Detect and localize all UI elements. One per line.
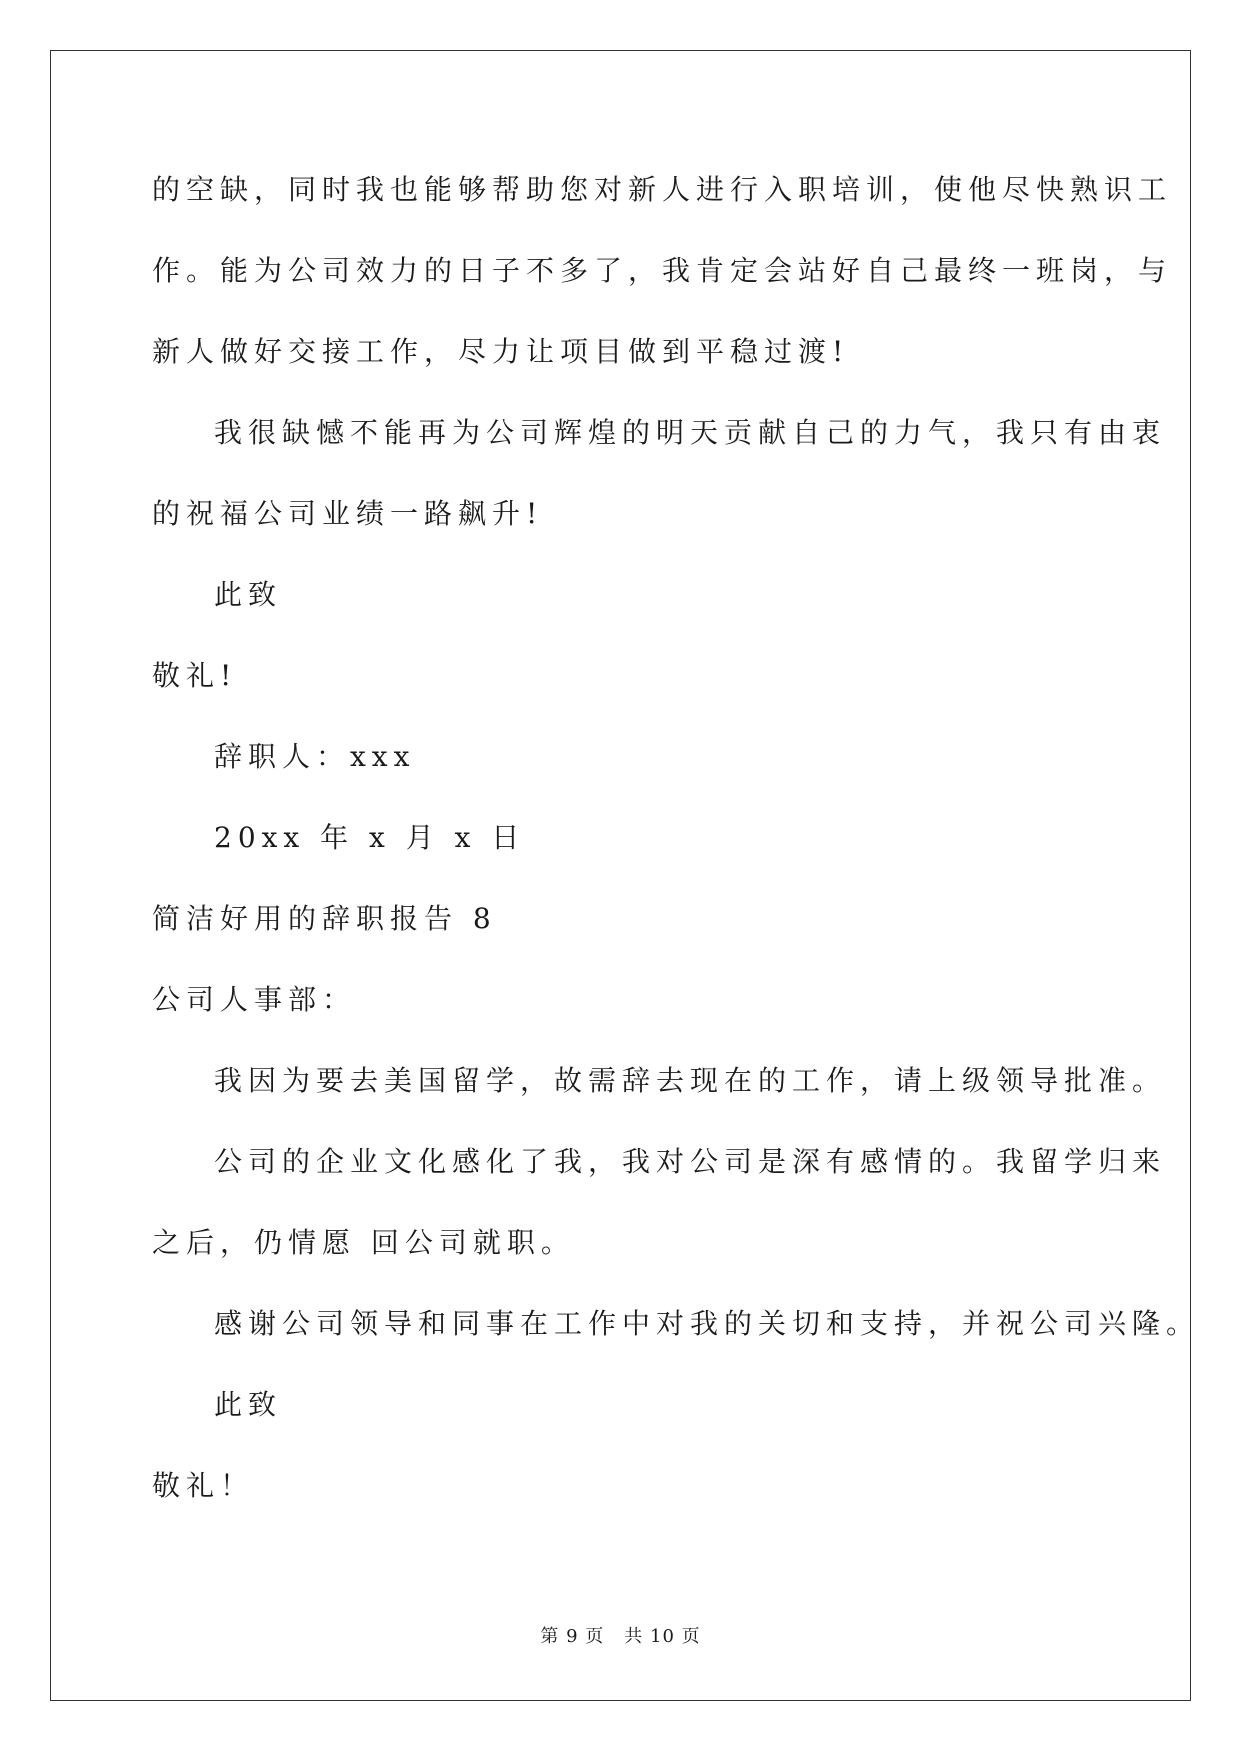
page-number-current: 第 9 页	[540, 1626, 605, 1647]
paragraph-start: 感谢公司领导和同事在工作中对我的关切和支持，并祝公司兴隆。	[214, 1307, 1201, 1340]
recipient-line: 公司人事部：	[152, 983, 357, 1016]
section-title: 简洁好用的辞职报告 8	[152, 902, 497, 935]
text-line: 的空缺，同时我也能够帮助您对新人进行入职培训，使他尽快熟识工	[152, 173, 1173, 206]
date-line: 20xx 年 x 月 x 日	[214, 821, 526, 854]
closing-salutation: 此致	[214, 1388, 283, 1421]
paragraph-start: 公司的企业文化感化了我，我对公司是深有感情的。我留学归来	[214, 1145, 1167, 1178]
closing-regards: 敬礼!	[152, 659, 238, 692]
closing-regards: 敬礼！	[152, 1469, 255, 1502]
text-line: 之后，仍情愿 回公司就职。	[152, 1226, 575, 1259]
paragraph-start: 我很缺憾不能再为公司辉煌的明天贡献自己的力气，我只有由衷	[214, 416, 1167, 449]
document-body	[152, 160, 1201, 1537]
text-line: 的祝福公司业绩一路飙升!	[152, 497, 544, 530]
text-line: 作。能为公司效力的日子不多了，我肯定会站好自己最终一班岗，与	[152, 254, 1173, 287]
text-line: 新人做好交接工作，尽力让项目做到平稳过渡!	[152, 335, 850, 368]
signature-line: 辞职人：xxx	[214, 740, 416, 773]
page-number-total: 共 10 页	[624, 1626, 701, 1647]
closing-salutation: 此致	[214, 578, 283, 611]
paragraph-start: 我因为要去美国留学，故需辞去现在的工作，请上级领导批准。	[214, 1064, 1167, 1097]
page-footer	[0, 1622, 1241, 1648]
